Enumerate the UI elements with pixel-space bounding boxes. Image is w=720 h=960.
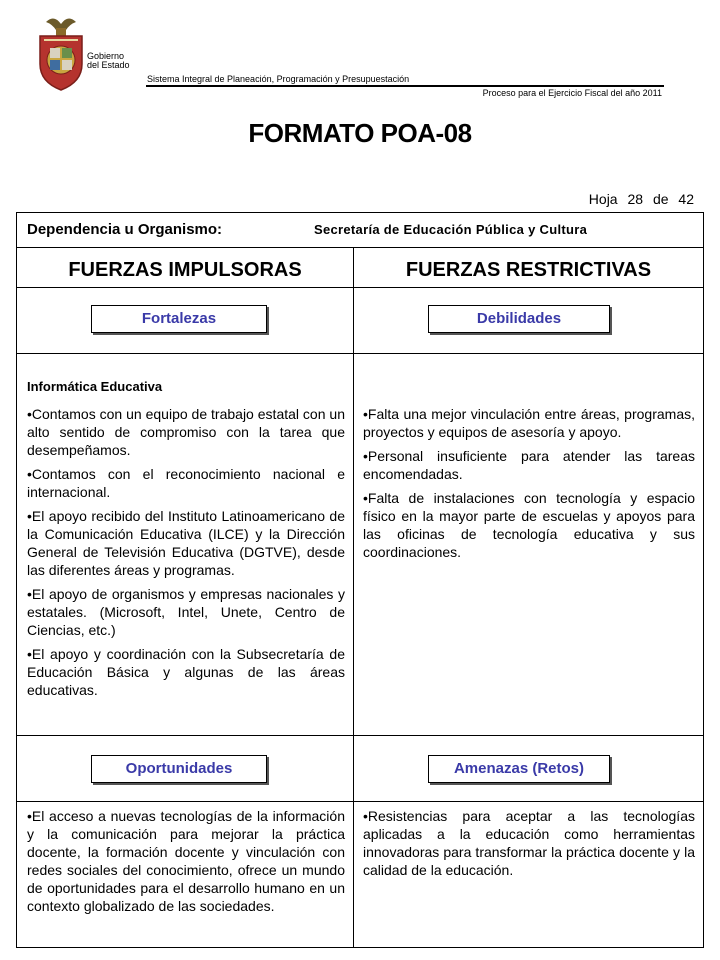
restricting-forces-header: FUERZAS RESTRICTIVAS <box>405 259 652 281</box>
opportunities-box: Oportunidades <box>91 755 267 783</box>
strengths-box: Fortalezas <box>91 305 267 333</box>
opportunities-list <box>27 807 345 921</box>
row-divider <box>17 801 703 802</box>
list-item: •Falta una mejor vinculación entre áreas, programas, proyectos y equipos de asesoría y apoyo. <box>363 406 695 440</box>
sheet-counter <box>589 191 694 207</box>
list-item: •El acceso a nuevas tecnologías de la información y la comunicación para mejorar la práctica docente, la formación docente y vinculación con redes sociales del conocimiento, ofrece un mundo de oportunidades para el desarrollo humano en un contexto globalizado de las sociedades. <box>27 808 345 914</box>
list-item: •El apoyo de organismos y empresas nacionales y estatales. (Microsoft, Intel, Unete, Centro de Ciencias, etc.) <box>27 586 345 638</box>
list-item: •Resistencias para aceptar a las tecnologías aplicadas a la educación como herramientas innovadoras para transformar la práctica docente y la calidad de la educación. <box>363 808 695 878</box>
list-item: •El apoyo y coordinación con la Subsecretaría de Educación Básica y algunas de las áreas educativas. <box>27 646 345 698</box>
list-item: •El apoyo recibido del Instituto Latinoamericano de la Comunicación Educativa (ILCE) y la Dirección General de Televisión Educativa (DGTVE), desde las diferentes áreas y programas. <box>27 508 345 578</box>
column-divider <box>353 247 354 947</box>
weaknesses-box: Debilidades <box>428 305 610 333</box>
system-title: Sistema Integral de Planeación, Programación y Presupuestación <box>147 74 410 84</box>
row-divider <box>17 735 703 736</box>
process-label: Proceso para el Ejercicio Fiscal del año 2011 <box>482 88 662 98</box>
impelling-forces-header: FUERZAS IMPULSORAS <box>68 259 302 281</box>
dependency-value: Secretaría de Educación Pública y Cultura <box>314 222 588 237</box>
dependency-label: Dependencia u Organismo: <box>27 221 223 238</box>
weaknesses-list <box>363 405 695 567</box>
sheet-label: Hoja <box>588 191 618 207</box>
threats-list <box>363 807 695 885</box>
sheet-number: 28 <box>627 191 644 207</box>
poa-table <box>16 212 704 948</box>
strengths-area-title: Informática Educativa <box>27 379 163 394</box>
list-item: •Contamos con el reconocimiento nacional e internacional. <box>27 466 345 500</box>
list-item: •Falta de instalaciones con tecnología y espacio físico en la mayor parte de escuelas y apoyos para las oficinas de tecnología educativa y sus coordinaciones. <box>363 490 695 560</box>
header-rule <box>146 85 664 87</box>
row-divider <box>17 247 703 248</box>
list-item: •Contamos con un equipo de trabajo estatal con un alto sentido de compromiso con la tarea que desempeñamos. <box>27 406 345 458</box>
sheet-of-label: de <box>652 191 669 207</box>
government-label <box>87 52 130 70</box>
sheet-total: 42 <box>678 191 694 207</box>
row-divider <box>17 287 703 288</box>
page-title: FORMATO POA-08 <box>248 118 472 148</box>
government-line-2: del Estado <box>87 60 130 70</box>
strengths-list <box>27 405 345 705</box>
list-item: •Personal insuficiente para atender las tareas encomendadas. <box>363 448 695 482</box>
threats-box: Amenazas (Retos) <box>428 755 610 783</box>
state-seal-icon <box>32 14 90 92</box>
government-line-1: Gobierno <box>87 51 125 61</box>
row-divider <box>17 353 703 354</box>
